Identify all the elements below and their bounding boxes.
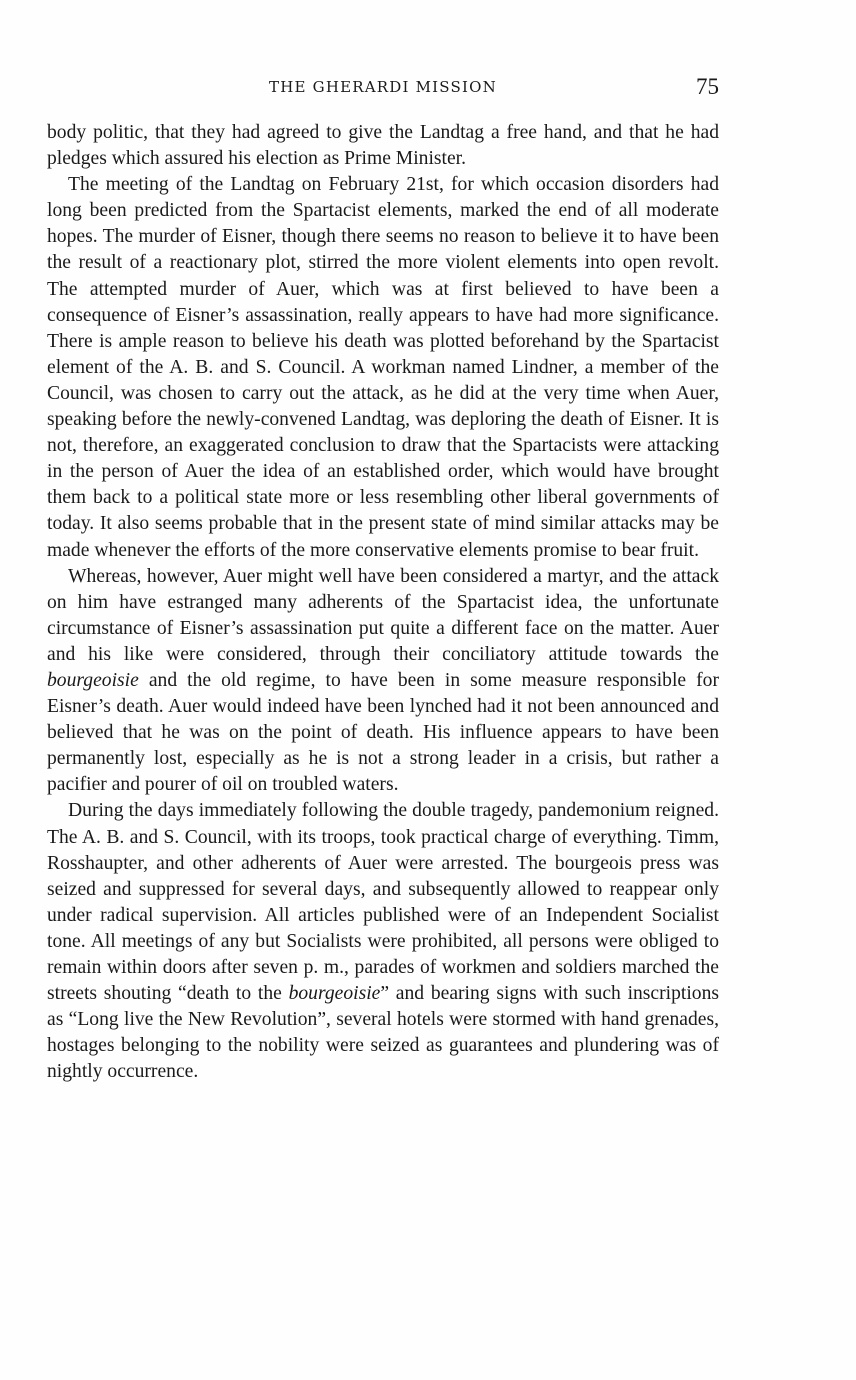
- italic-term: bourgeoisie: [47, 669, 139, 691]
- paragraph-pandemonium: [47, 798, 719, 1085]
- paragraph-text: and the old regime, to have been in some measure responsible for Eisner’s death. Auer would indeed have been lynched had it not been announced and believed that he was on the point of death. His influence appears to have been permanently lost, especially as he is not a strong leader in a crisis, but rather a pacifier and pourer of oil on troubled waters.: [47, 669, 719, 796]
- paragraph-landtag-meeting: [47, 172, 719, 563]
- body-text: [47, 120, 719, 1085]
- paragraph-text: The meeting of the Landtag on February 21st, for which occasion disorders had long been predicted from the Spartacist elements, marked the end of all moderate hopes. The murder of Eisner, though there seems no reason to believe it to have been the result of a reactionary plot, stirred the more violent elements into open revolt. The attempted murder of Auer, which was at first believed to have been a consequence of Eisner’s assassination, really appears to have had more significance. There is ample reason to believe his death was plotted beforehand by the Spartacist element of the A. B. and S. Council. A workman named Lindner, a member of the Council, was chosen to carry out the attack, as he did at the very time when Auer, speaking before the newly-convened Landtag, was deploring the death of Eisner. It is not, therefore, an exaggerated conclusion to draw that the Spartacists were attacking in the person of Auer the idea of an established order, which would have brought them back to a political state more or less resembling other liberal governments of today. It also seems probable that in the present state of mind similar attacks may be made whenever the efforts of the more conservative elements promise to bear fruit.: [47, 174, 719, 561]
- paragraph-auer-martyr: [47, 564, 719, 799]
- paragraph-text: ” and bearing signs with such inscriptions as “Long live the New Revolution”, several hotels were stormed with hand grenades, hostages belonging to the nobility were seized as guarantees and plundering was of nightly occurrence.: [47, 983, 719, 1083]
- paragraph-text: body politic, that they had agreed to give the Landtag a free hand, and that he had pledges which assured his election as Prime Minister.: [47, 122, 719, 170]
- paragraph-text: Whereas, however, Auer might well have been considered a martyr, and the attack on him have estranged many adherents of the Spartacist idea, the unfortunate circumstance of Eisner’s assassination put quite a different face on the matter. Auer and his like were considered, through their conciliatory attitude towards the: [47, 565, 719, 665]
- page-number: 75: [696, 74, 719, 99]
- running-title: THE GHERARDI MISSION: [269, 78, 497, 96]
- italic-term: bourgeoisie: [288, 983, 381, 1005]
- running-header: [47, 74, 719, 108]
- paragraph-continuation: [47, 120, 719, 172]
- paragraph-text: During the days immediately following the double tragedy, pandemonium reigned. The A. B. and S. Council, with its troops, took practical charge of everything. Timm, Rosshaupter, and other adherents of Auer were arrested. The bourgeois press was seized and suppressed for several days, and subsequently allowed to reappear only under radical supervision. All articles published were of an Independent Socialist tone. All meetings of any but Socialists were prohibited, all persons were obliged to remain within doors after seven p. m., parades of workmen and soldiers marched the streets shouting “death to the: [47, 800, 719, 1005]
